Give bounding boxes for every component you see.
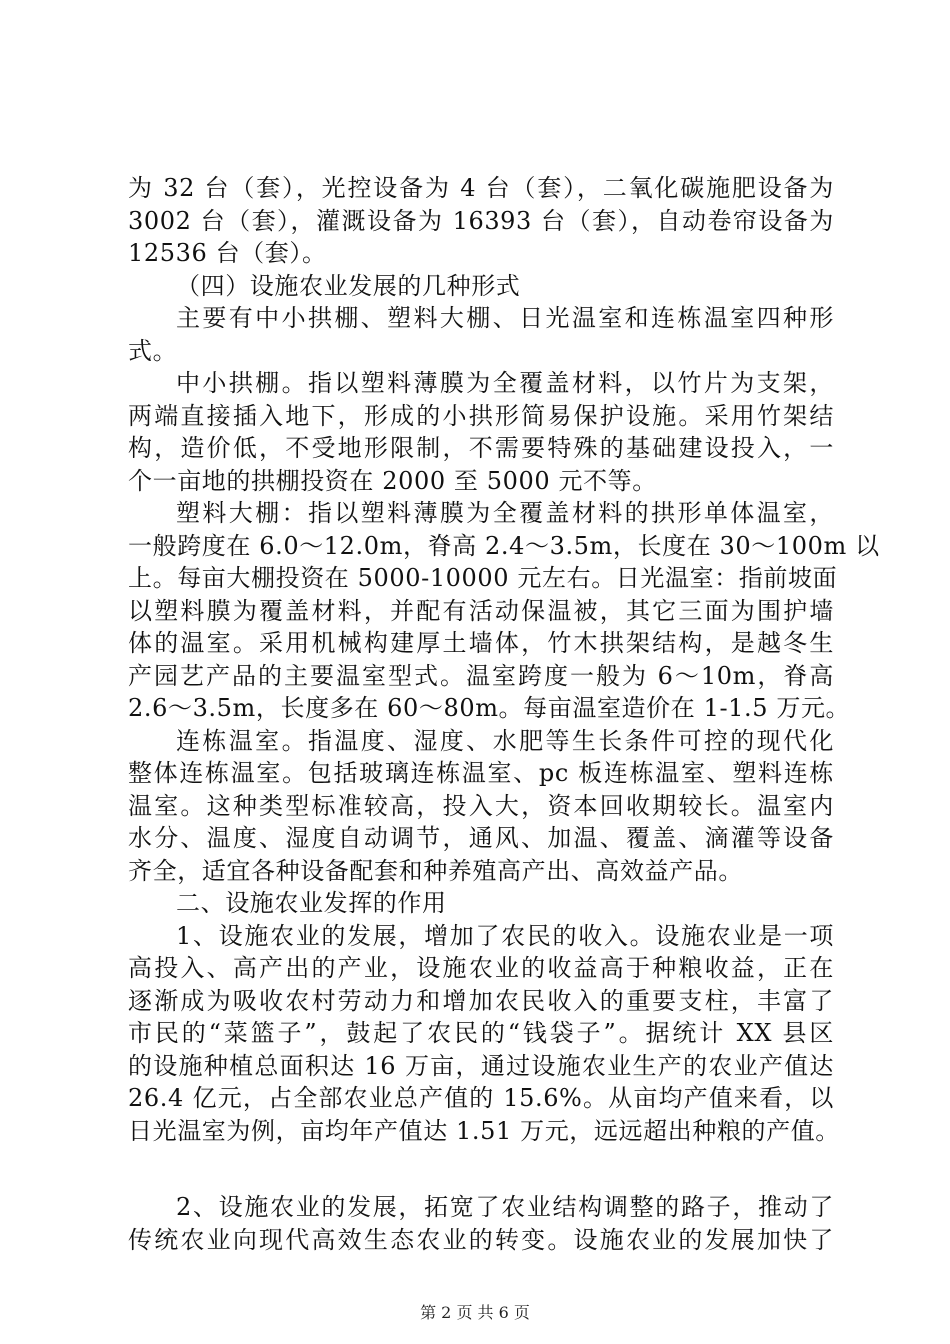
text-line: 日光温室为例，亩均年产值达 1.51 万元，远远超出种粮的产值。 <box>128 1116 840 1145</box>
text-line: 两端直接插入地下，形成的小拱形简易保护设施。采用竹架结 <box>128 401 834 430</box>
text-line: 12536 台（套）。 <box>128 239 327 267</box>
text-line: 主要有中小拱棚、塑料大棚、日光温室和连栋温室四种形 <box>176 304 834 332</box>
text-line: 以塑料膜为覆盖材料，并配有活动保温被，其它三面为围护墙 <box>128 596 834 625</box>
document-body <box>128 172 880 1256</box>
text-line: 2、设施农业的发展，拓宽了农业结构调整的路子，推动了 <box>176 1193 834 1221</box>
text-line: 产园艺产品的主要温室型式。温室跨度一般为 6～10m，脊高 <box>128 661 834 690</box>
text-line: 1、设施农业的发展，增加了农民的收入。设施农业是一项 <box>176 921 834 950</box>
text-line: 传统农业向现代高效生态农业的转变。设施农业的发展加快了 <box>128 1225 834 1254</box>
text-line: 式。 <box>128 336 178 365</box>
text-line: 3002 台（套），灌溉设备为 16393 台（套），自动卷帘设备为 <box>128 206 834 235</box>
section-heading: （四）设施农业发展的几种形式 <box>176 271 521 300</box>
text-line: 一般跨度在 6.0～12.0m，脊高 2.4～3.5m，长度在 30～100m 以 <box>128 531 880 560</box>
text-line: 为 32 台（套），光控设备为 4 台（套），二氧化碳施肥设备为 <box>128 174 834 202</box>
text-line: 个一亩地的拱棚投资在 2000 至 5000 元不等。 <box>128 466 657 495</box>
text-line: 的设施种植总面积达 16 万亩，通过设施农业生产的农业产值达 <box>128 1051 834 1080</box>
text-line: 温室。这种类型标准较高，投入大，资本回收期较长。温室内 <box>128 791 834 820</box>
paragraph-spacer <box>128 1147 834 1191</box>
text-line: 构，造价低，不受地形限制，不需要特殊的基础建设投入，一 <box>128 434 834 462</box>
text-line: 连栋温室。指温度、湿度、水肥等生长条件可控的现代化 <box>176 726 834 755</box>
text-line: 上。每亩大棚投资在 5000-10000 元左右。日光温室：指前坡面 <box>128 564 838 592</box>
text-line: 塑料大棚：指以塑料薄膜为全覆盖材料的拱形单体温室， <box>176 499 834 527</box>
page-footer: 第 2 页 共 6 页 <box>420 1303 530 1322</box>
text-line: 26.4 亿元，占全部农业总产值的 15.6%。从亩均产值来看，以 <box>128 1084 834 1112</box>
text-line: 中小拱棚。指以塑料薄膜为全覆盖材料，以竹片为支架， <box>176 369 834 397</box>
text-line: 体的温室。采用机械构建厚土墙体，竹木拱架结构，是越冬生 <box>128 629 834 657</box>
text-line: 市民的“菜篮子”，鼓起了农民的“钱袋子”。据统计 XX 县区 <box>128 1019 834 1047</box>
text-line: 高投入、高产出的产业，设施农业的收益高于种粮收益，正在 <box>128 954 834 982</box>
text-line: 水分、温度、湿度自动调节，通风、加温、覆盖、滴灌等设备 <box>128 824 834 852</box>
section-heading: 二、设施农业发挥的作用 <box>176 889 447 917</box>
text-line: 齐全，适宜各种设备配套和种养殖高产出、高效益产品。 <box>128 856 743 885</box>
text-line: 整体连栋温室。包括玻璃连栋温室、pc 板连栋温室、塑料连栋 <box>128 759 834 787</box>
text-line: 2.6～3.5m，长度多在 60～80m。每亩温室造价在 1-1.5 万元。 <box>128 694 851 722</box>
text-line: 逐渐成为吸收农村劳动力和增加农民收入的重要支柱，丰富了 <box>128 986 834 1015</box>
